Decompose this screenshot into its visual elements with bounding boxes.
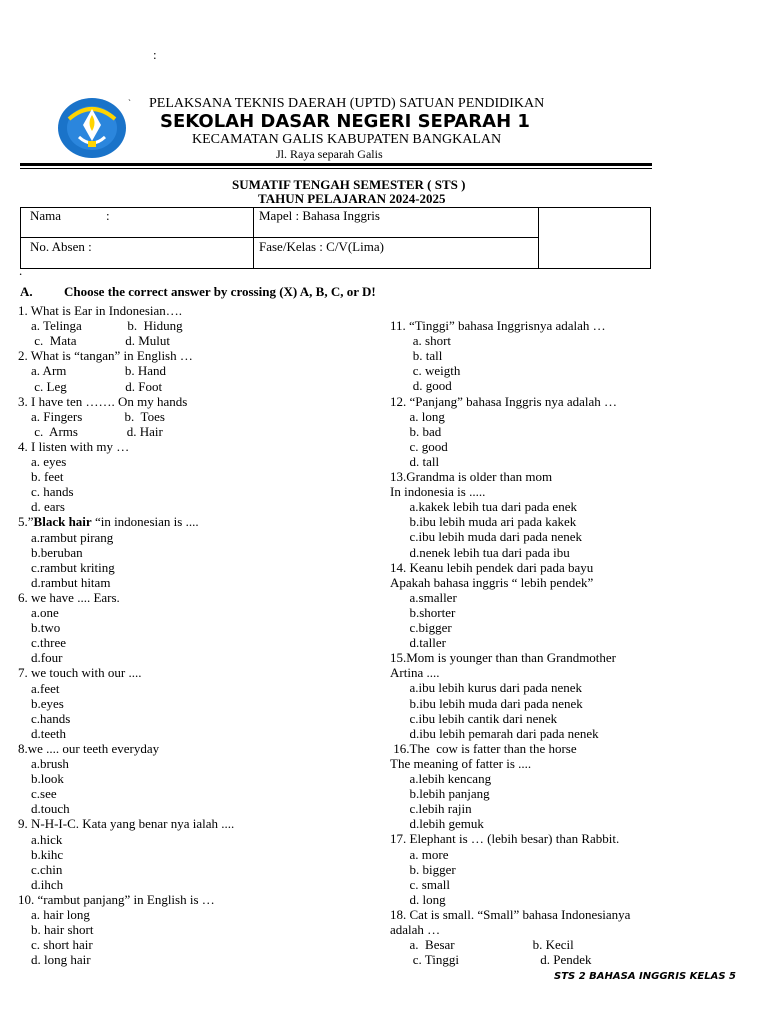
question-line: c. weigth [390,363,461,379]
question-line: c.hands [18,710,71,726]
question-line: a. long [390,408,445,424]
absen-field: No. Absen : [30,239,92,254]
question-line: b. bad [390,423,442,439]
question-line: b.kihc [18,846,64,862]
question-line: c.see [18,786,57,802]
question-line: b.eyes [18,695,64,711]
stray-dot: . [19,263,23,278]
question-line: a.hick [18,831,63,847]
question-line: 16.The cow is fatter than the horse [390,740,577,756]
footer-label: STS 2 BAHASA INGGRIS KELAS 5 [554,971,736,982]
question-line: c. small [390,876,450,892]
top-colon-mark: : [153,47,157,62]
question-line: a.kakek lebih tua dari pada enek [390,499,577,515]
question-line: 8.we .... our teeth everyday [18,740,160,756]
q5-bold-term: Black hair [33,514,92,530]
question-line: a.rambut pirang [18,529,114,545]
question-line: d.teeth [18,725,67,741]
question-line: Artina .... [390,665,440,681]
question-line: b. bigger [390,861,456,877]
section-instruction: Choose the correct answer by crossing (X) A, B, C, or D! [64,284,376,299]
question-line: d.four [18,650,63,666]
question-line: 10. “rambut panjang” in English is … [18,891,215,907]
header-rule-thin [20,168,652,169]
question-line: 13.Grandma is older than mom [390,469,553,484]
question-line: a. more [390,846,449,862]
question-line: b.lebih panjang [390,786,490,802]
school-name: SEKOLAH DASAR NEGERI SEPARAH 1 [160,111,530,132]
question-line: a.ibu lebih kurus dari pada nenek [390,680,583,696]
question-line: b.two [18,620,61,636]
question-line: c.rambut kriting [18,559,115,575]
question-line: b.look [18,771,64,787]
question-line: c. Arms d. Hair [18,423,163,439]
question-line: The meaning of fatter is .... [390,755,532,771]
question-line: c. Leg d. Foot [18,378,163,394]
question-line: d.lebih gemuk [390,816,484,832]
school-year: TAHUN PELAJARAN 2024-2025 [258,191,446,206]
question-line: c.three [18,635,67,651]
question-line: 15.Mom is younger than than Grandmother [390,650,617,666]
question-line: d.ihch [18,876,64,892]
question-line: d. ears [18,499,65,515]
nama-colon: : [106,208,110,223]
question-line: d.ibu lebih pemarah dari pada nenek [390,725,599,741]
question-line: b. hair short [18,922,94,938]
question-line: Apakah bahasa inggris “ lebih pendek” [390,574,594,590]
question-line: 5.”Black hair “in indonesian is .... [18,514,199,530]
tut-wuri-handayani-logo [57,97,127,159]
fase-kelas-field: Fase/Kelas : C/V(Lima) [259,239,384,254]
question-line: In indonesia is ..... [390,484,486,500]
section-letter: A. [20,284,33,299]
header-uptd: PELAKSANA TEKNIS DAERAH (UPTD) SATUAN PENDIDIKAN [149,96,545,111]
question-line: 1. What is Ear in Indonesian…. [18,303,183,318]
question-line: a. Arm b. Hand [18,363,167,379]
question-line: 9. N-H-I-C. Kata yang benar nya ialah .... [18,816,235,832]
q5-question-rest: “in indonesian is .... [91,514,199,530]
question-line: 18. Cat is small. “Small” bahasa Indonesianya [390,906,631,922]
question-line: 4. I listen with my … [18,438,130,454]
exam-title: SUMATIF TENGAH SEMESTER ( STS ) [232,177,466,192]
question-line: a. eyes [18,454,67,469]
nama-label: Nama [30,208,62,223]
mapel-field: Mapel : Bahasa Inggris [259,208,380,223]
question-line: d.touch [18,801,70,817]
question-line: c. hands [18,484,74,500]
question-line: b.ibu lebih muda ari pada kakek [390,514,577,530]
question-line: c. good [390,438,448,454]
question-line: c.lebih rajin [390,801,472,817]
table-divider [538,207,539,269]
question-line: b. tall [390,348,443,364]
question-line: d. tall [390,453,440,469]
question-line: c.bigger [390,620,452,635]
question-line: d.nenek lebih tua dari pada ibu [390,544,570,560]
question-line: a.brush [18,756,69,771]
question-line: a.one [18,605,59,620]
question-line: 3. I have ten ……. On my hands [18,393,188,409]
tick-mark: ` [128,98,131,108]
question-line: d.taller [390,635,446,651]
question-line: a. Besar b. Kecil [390,937,574,953]
question-line: 7. we touch with our .... [18,665,142,681]
table-divider [20,237,539,238]
question-line: a. short [390,333,452,349]
question-line: b.ibu lebih muda dari pada nenek [390,695,583,711]
question-line: 12. “Panjang” bahasa Inggris nya adalah … [390,393,618,409]
question-line: a.lebih kencang [390,771,492,786]
question-line: adalah … [390,922,441,937]
question-line: 11. “Tinggi” bahasa Inggrisnya adalah … [390,318,606,333]
question-line: c. Tinggi d. Pendek [390,952,592,968]
question-line: 17. Elephant is … (lebih besar) than Rabbit. [390,831,620,847]
header-rule-thick [20,163,652,166]
table-divider [253,207,254,269]
header-kecamatan: KECAMATAN GALIS KABUPATEN BANGKALAN [192,132,502,147]
question-line: 6. we have .... Ears. [18,589,120,605]
question-line: a. hair long [18,907,90,922]
question-line: a.smaller [390,589,457,605]
question-line: d.rambut hitam [18,574,111,590]
question-line: c. short hair [18,937,93,953]
question-line: b. feet [18,469,64,485]
question-line: c.chin [18,861,63,877]
question-line: c.ibu lebih muda dari pada nenek [390,529,583,545]
question-line: a. Telinga b. Hidung [18,318,183,334]
question-line: d. good [390,378,452,394]
question-line: d. long [390,891,446,907]
school-address: Jl. Raya separah Galis [276,147,383,161]
question-line: 2. What is “tangan” in English … [18,348,193,364]
question-line: a. Fingers b. Toes [18,408,165,424]
question-line: 14. Keanu lebih pendek dari pada bayu [390,559,594,575]
question-line: c. Mata d. Mulut [18,333,171,349]
question-line: d. long hair [18,952,91,968]
question-line: c.ibu lebih cantik dari nenek [390,710,558,726]
question-line: b.beruban [18,544,83,560]
question-line: b.shorter [390,604,456,620]
question-line: a.feet [18,680,60,696]
